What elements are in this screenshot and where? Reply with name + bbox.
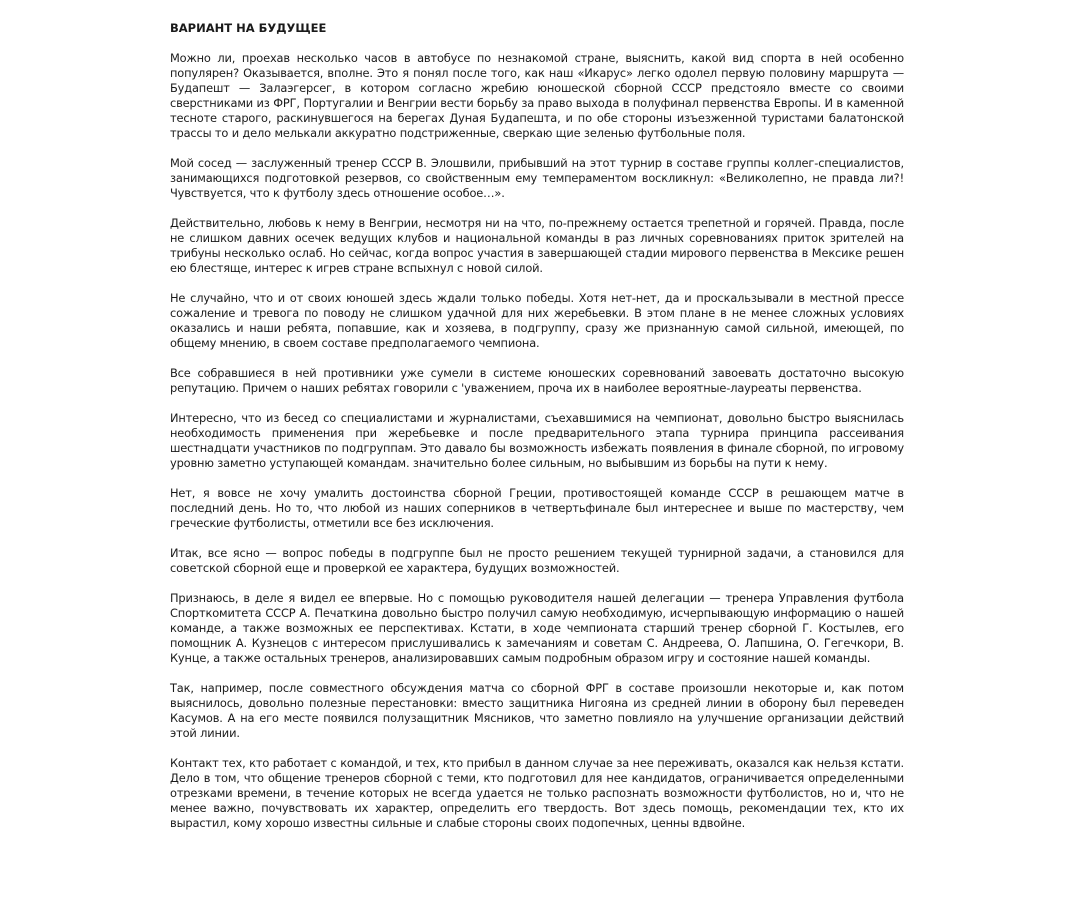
paragraph: Мой сосед — заслуженный тренер СССР В. Элошвили, прибывший на этот турнир в составе группы коллег-специалистов, занимающихся подготовкой резервов, со свойственным ему темпераментом воскликнул: «Великолепно, не правда ли?! Чувствуется, что к футболу здесь отношение особое…». (170, 156, 904, 200)
paragraph: Итак, все ясно — вопрос победы в подгруппе был не просто решением текущей турнирной задачи, а становился для советской сборной еще и проверкой ее характера, будущих возможностей. (170, 546, 904, 575)
paragraph: Не случайно, что и от своих юношей здесь ждали только победы. Хотя нет-нет, да и проскальзывали в местной прессе сожаление и тревога по поводу не слишком удачной для них жеребьевки. В этом плане в не менее сложных условиях оказались и наши ребята, попавшие, как и хозяева, в подгруппу, сразу же признанную самой сильной, имеющей, по общему мнению, в своем составе предполагаемого чемпиона. (170, 291, 904, 350)
paragraph: Контакт тех, кто работает с командой, и тех, кто прибыл в данном случае за нее переживать, оказался как нельзя кстати. Дело в том, что общение тренеров сборной с теми, кто подготовил для нее кандидатов, ограничивается определенными отрезками времени, в течение которых не всегда удается не только распознать возможности футболистов, но и, что не менее важно, почувствовать их характер, определить его твердость. Вот здесь помощь, рекомендации тех, кто их вырастил, кому хорошо известны сильные и слабые стороны своих подопечных, ценны вдвойне. (170, 756, 904, 830)
paragraph: Интересно, что из бесед со специалистами и журналистами, съехавшимися на чемпионат, довольно быстро выяснилась необходимость применения при жеребьевке и после предварительного этапа турнира принципа рассеивания шестнадцати участников по подгруппам. Это давало бы возможность избежать появления в финале сборной, по игровому уровню заметно уступающей командам. значительно более сильным, но выбывшим из борьбы на пути к нему. (170, 411, 904, 470)
paragraph: Нет, я вовсе не хочу умалить достоинства сборной Греции, противостоящей команде СССР в решающем матче в последний день. Но то, что любой из наших соперников в четвертьфинале был интереснее и выше по мастерству, чем греческие футболисты, отметили все без исключения. (170, 486, 904, 530)
article-title: ВАРИАНТ НА БУДУЩЕЕ (170, 21, 327, 35)
paragraph: Так, например, после совместного обсуждения матча со сборной ФРГ в составе произошли некоторые и, как потом выяснилось, довольно полезные перестановки: вместо защитника Нигояна из средней линии в оборону был переведен Касумов. А на его месте появился полузащитник Мясников, что заметно повлияло на улучшение организации действий этой линии. (170, 681, 904, 740)
paragraph: Признаюсь, в деле я видел ее впервые. Но с помощью руководителя нашей делегации — тренера Управления футбола Спорткомитета СССР А. Печаткина довольно быстро получил самую необходимую, исчерпывающую информацию о нашей команде, а также возможных ее перспективах. Кстати, в ходе чемпионата старший тренер сборной Г. Костылев, его помощник А. Кузнецов с интересом прислушивались к замечаниям и советам С. Андреева, О. Лапшина, О. Гегечкори, В. Кунце, а также остальных тренеров, анализировавших самым подробным образом игру и состояние нашей команды. (170, 591, 904, 665)
paragraph: Действительно, любовь к нему в Венгрии, несмотря ни на что, по-прежнему остается трепетной и горячей. Правда, после не слишком давних осечек ведущих клубов и национальной команды в раз личных соревнованиях приток зрителей на трибуны несколько ослаб. Но сейчас, когда вопрос участия в завершающей стадии мирового первенства в Мексике решен ею блестяще, интерес к игрев стране вспыхнул с новой силой. (170, 216, 904, 275)
paragraph: Можно ли, проехав несколько часов в автобусе по незнакомой стране, выяснить, какой вид спорта в ней особенно популярен? Оказывается, вполне. Это я понял после того, как наш «Икарус» легко одолел первую половину маршрута — Будапешт — Залаэгерсег, в котором согласно жребию юношеской сборной СССР предстояло вместе со своими сверстниками из ФРГ, Португалии и Венгрии вести борьбу за право выхода в полуфинал первенства Европы. И в каменной тесноте старого, раскинувшегося на берегах Дуная Будапешта, и по обе стороны изъезженной туристами балатонской трассы то и дело мелькали аккуратно подстриженные, сверкаю щие зеленью футбольные поля. (170, 51, 904, 140)
paragraph: Все собравшиеся в ней противники уже сумели в системе юношеских соревнований завоевать достаточно высокую репутацию. Причем о наших ребятах говорили с 'уважением, проча их в наиболее вероятные-лауреаты первенства. (170, 366, 904, 395)
article (170, 21, 904, 846)
